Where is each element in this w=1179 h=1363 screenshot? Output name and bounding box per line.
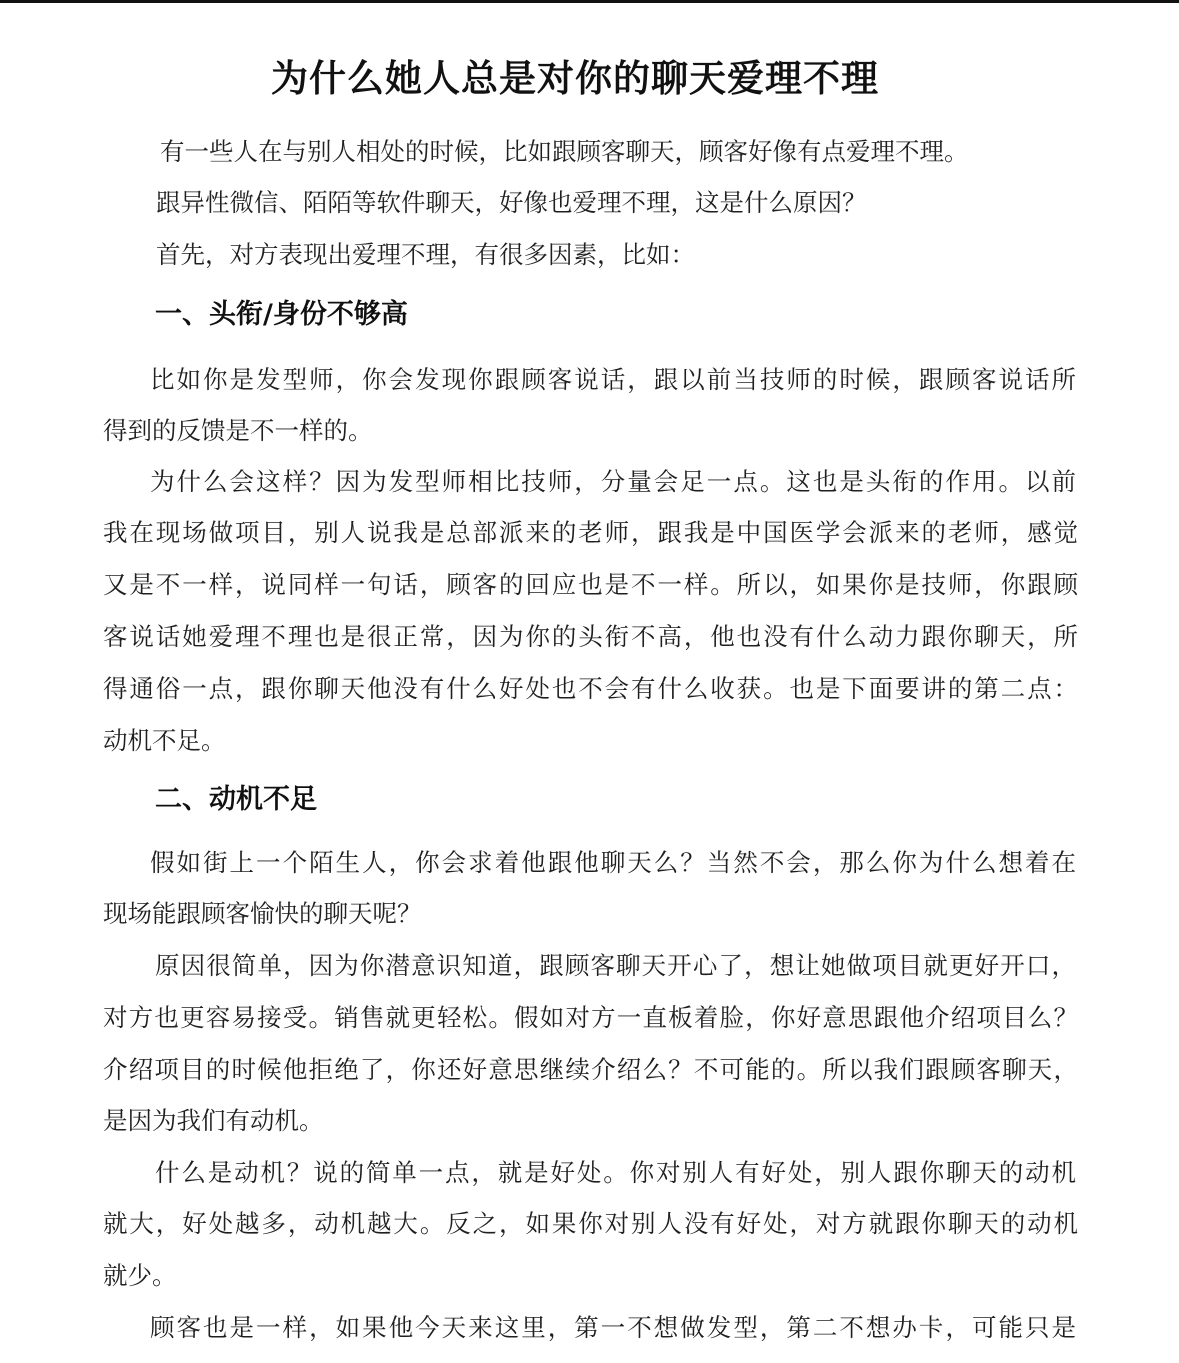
- document-title: 为什么她人总是对你的聊天爱理不理: [271, 57, 879, 100]
- intro-line-1: 有一些人在与别人相处的时候，比如跟顾客聊天，顾客好像有点爱理不理。: [160, 137, 969, 166]
- section-2-paragraph-2-line-1: 原因很简单，因为你潜意识知道，跟顾客聊天开心了，想让她做项目就更好开口，: [155, 951, 1076, 980]
- section-2-paragraph-3-line-1: 什么是动机？说的简单一点，就是好处。你对别人有好处，别人跟你聊天的动机: [155, 1158, 1076, 1187]
- section-1-paragraph-2-line-5: 得通俗一点，跟你聊天他没有什么好处也不会有什么收获。也是下面要讲的第二点：: [103, 674, 1078, 703]
- section-2-paragraph-2-line-2: 对方也更容易接受。销售就更轻松。假如对方一直板着脸，你好意思跟他介绍项目么？: [103, 1003, 1078, 1032]
- section-2-paragraph-2-line-4: 是因为我们有动机。: [103, 1106, 324, 1135]
- section-2-heading: 二、动机不足: [155, 784, 317, 815]
- intro-line-2: 跟异性微信、陌陌等软件聊天，好像也爱理不理，这是什么原因？: [156, 188, 867, 217]
- section-2-paragraph-1-line-2: 现场能跟顾客愉快的聊天呢？: [103, 899, 422, 928]
- section-1-paragraph-1-line-1: 比如你是发型师，你会发现你跟顾客说话，跟以前当技师的时候，跟顾客说话所: [150, 365, 1076, 394]
- section-2-paragraph-3-line-3: 就少。: [103, 1261, 177, 1290]
- section-2-paragraph-1-line-1: 假如街上一个陌生人，你会求着他跟他聊天么？当然不会，那么你为什么想着在: [150, 848, 1076, 877]
- section-1-paragraph-2-line-1: 为什么会这样？因为发型师相比技师，分量会足一点。这也是头衔的作用。以前: [150, 467, 1076, 496]
- section-2-paragraph-4-line-1: 顾客也是一样，如果他今天来这里，第一不想做发型，第二不想办卡，可能只是: [150, 1313, 1076, 1342]
- section-2-paragraph-3-line-2: 就大，好处越多，动机越大。反之，如果你对别人没有好处，对方就跟你聊天的动机: [103, 1209, 1078, 1238]
- section-1-paragraph-2-line-6: 动机不足。: [103, 726, 226, 755]
- section-1-paragraph-2-line-3: 又是不一样，说同样一句话，顾客的回应也是不一样。所以，如果你是技师，你跟顾: [103, 570, 1078, 599]
- intro-line-3: 首先，对方表现出爱理不理，有很多因素，比如：: [156, 240, 695, 269]
- section-2-paragraph-2-line-3: 介绍项目的时候他拒绝了，你还好意思继续介绍么？不可能的。所以我们跟顾客聊天，: [103, 1055, 1078, 1084]
- section-1-heading: 一、头衔/身份不够高: [155, 299, 408, 330]
- section-1-paragraph-2-line-4: 客说话她爱理不理也是很正常，因为你的头衔不高，他也没有什么动力跟你聊天，所: [103, 622, 1078, 651]
- section-1-paragraph-1-line-2: 得到的反馈是不一样的。: [103, 416, 373, 445]
- section-1-paragraph-2-line-2: 我在现场做项目，别人说我是总部派来的老师，跟我是中国医学会派来的老师，感觉: [103, 518, 1078, 547]
